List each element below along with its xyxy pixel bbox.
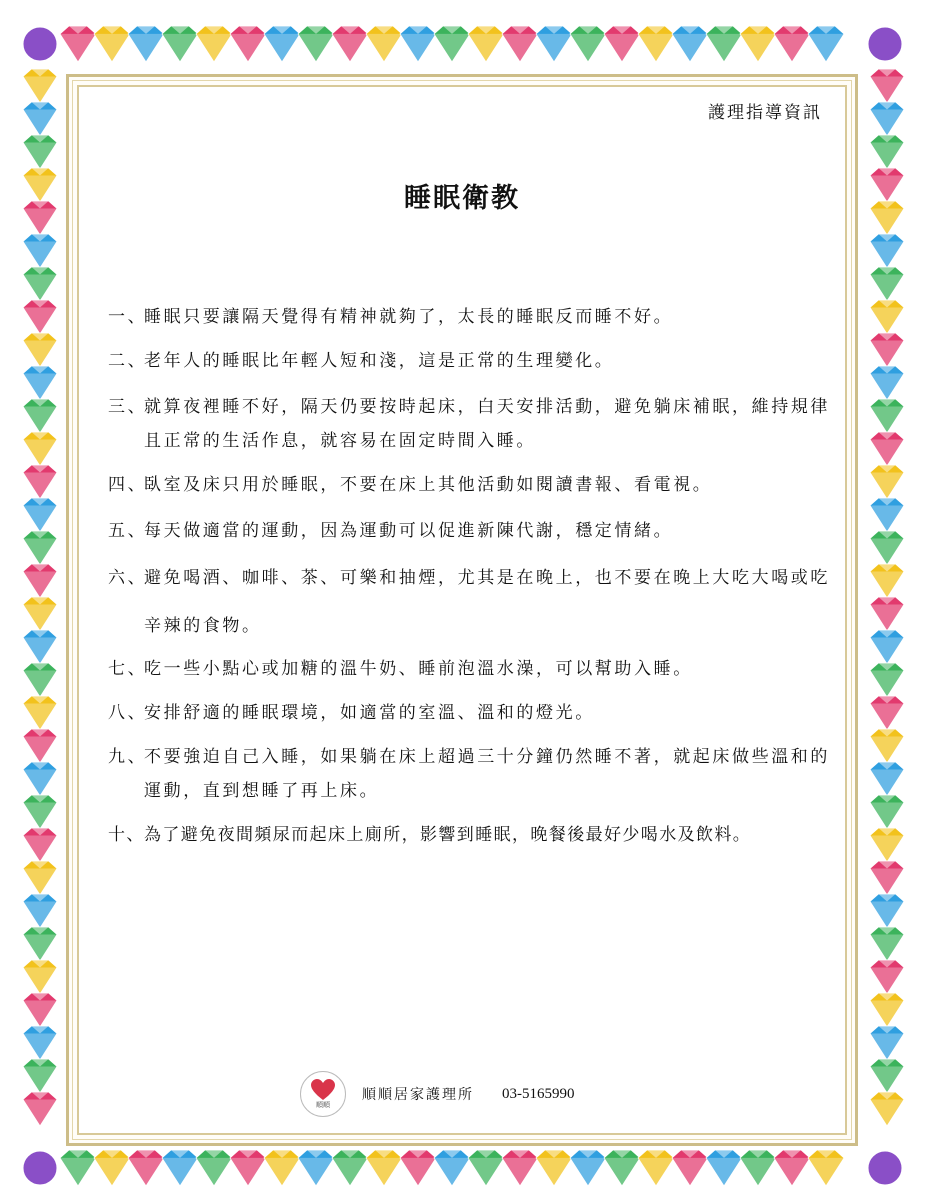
gem-top: [162, 26, 198, 62]
gem-top: [808, 26, 844, 62]
clinic-name: 順順居家護理所: [362, 1087, 474, 1103]
gem-right: [870, 762, 904, 796]
gem-right: [870, 861, 904, 895]
gem-right: [870, 333, 904, 367]
gem-right: [870, 366, 904, 400]
gem-right: [870, 1092, 904, 1126]
gem-bottom: [808, 1150, 844, 1186]
gem-border-left-graphic: [18, 60, 62, 1150]
gem-right: [870, 69, 904, 103]
gem-bottom: [230, 1150, 266, 1186]
gem-left: [23, 729, 57, 763]
tip-number: 一、: [108, 307, 148, 327]
gem-right: [870, 135, 904, 169]
list-item: [108, 818, 832, 852]
gem-left: [23, 1026, 57, 1060]
page-title: 睡眠衛教: [404, 183, 520, 214]
gem-right: [870, 1059, 904, 1093]
gem-top: [230, 26, 266, 62]
gem-bottom: [298, 1150, 334, 1186]
gem-right: [870, 564, 904, 598]
gem-right: [870, 465, 904, 499]
tip-number: 九、: [108, 747, 148, 767]
tip-text: 每天做適當的運動，因為運動可以促進新陳代謝，穩定情緒。: [144, 521, 674, 541]
gem-left: [23, 828, 57, 862]
gem-top: [536, 26, 572, 62]
gem-bottom: [740, 1150, 776, 1186]
corner-gem: [868, 1151, 902, 1185]
gem-right: [870, 168, 904, 202]
gem-bottom: [196, 1150, 232, 1186]
list-item: [108, 390, 832, 458]
gem-left: [23, 432, 57, 466]
tip-text: 不要強迫自己入睡，如果躺在床上超過三十分鐘仍然睡不著，就起床做些溫和的運動，直到想睡了再上床。: [144, 747, 830, 801]
heart-icon: [311, 1079, 335, 1101]
list-item: [108, 696, 832, 730]
gem-left: [23, 201, 57, 235]
gem-left: [23, 300, 57, 334]
tip-text: 老年人的睡眠比年輕人短和淺，這是正常的生理變化。: [144, 351, 615, 371]
tip-text: 就算夜裡睡不好，隔天仍要按時起床，白天安排活動，避免躺床補眠，維持規律且正常的生活作息，就容易在固定時間入睡。: [144, 397, 830, 451]
gem-left: [23, 102, 57, 136]
gem-left: [23, 234, 57, 268]
gem-right: [870, 894, 904, 928]
gem-bottom: [332, 1150, 368, 1186]
tip-number: 八、: [108, 703, 148, 723]
gem-top: [468, 26, 504, 62]
gem-bottom: [536, 1150, 572, 1186]
gem-bottom: [264, 1150, 300, 1186]
tips-list: [108, 300, 832, 852]
gem-right: [870, 828, 904, 862]
corner-gem: [23, 27, 57, 61]
gem-right: [870, 630, 904, 664]
tip-text: 臥室及床只用於睡眠，不要在床上其他活動如閱讀書報、看電視。: [144, 475, 713, 495]
gem-right: [870, 300, 904, 334]
gem-border-top: [0, 20, 927, 72]
gem-left: [23, 168, 57, 202]
gem-left: [23, 597, 57, 631]
gem-right: [870, 201, 904, 235]
gem-left: [23, 399, 57, 433]
gem-left: [23, 135, 57, 169]
gem-left: [23, 69, 57, 103]
gem-left: [23, 1092, 57, 1126]
gem-top: [94, 26, 130, 62]
gem-bottom: [706, 1150, 742, 1186]
tip-number: 五、: [108, 521, 148, 541]
list-item: [108, 554, 832, 650]
gem-right: [870, 432, 904, 466]
tip-number: 六、: [108, 568, 148, 588]
gem-left: [23, 663, 57, 697]
gem-left: [23, 960, 57, 994]
tip-number: 二、: [108, 351, 148, 371]
list-item: [108, 514, 832, 548]
gem-top: [604, 26, 640, 62]
gem-left: [23, 927, 57, 961]
gem-top: [502, 26, 538, 62]
gem-top: [774, 26, 810, 62]
category-label: 護理指導資訊: [708, 103, 822, 123]
gem-bottom: [604, 1150, 640, 1186]
tip-text: 吃一些小點心或加糖的溫牛奶、睡前泡溫水澡，可以幫助入睡。: [144, 659, 693, 679]
gem-left: [23, 531, 57, 565]
gem-right: [870, 993, 904, 1027]
clinic-phone: 03-5165990: [502, 1085, 575, 1102]
gem-left: [23, 993, 57, 1027]
gem-left: [23, 795, 57, 829]
gem-bottom: [570, 1150, 606, 1186]
gem-right: [870, 102, 904, 136]
gem-bottom: [94, 1150, 130, 1186]
gem-left: [23, 630, 57, 664]
gem-left: [23, 762, 57, 796]
gem-right: [870, 498, 904, 532]
gem-right: [870, 795, 904, 829]
gem-left: [23, 1059, 57, 1093]
gem-top: [60, 26, 96, 62]
gem-top: [128, 26, 164, 62]
gem-bottom: [502, 1150, 538, 1186]
gem-left: [23, 465, 57, 499]
tip-number: 七、: [108, 659, 148, 679]
list-item: [108, 344, 832, 378]
tip-text: 為了避免夜間頻尿而起床上廁所，影響到睡眠，晚餐後最好少喝水及飲料。: [144, 825, 752, 845]
gem-bottom: [60, 1150, 96, 1186]
tip-number: 十、: [108, 825, 145, 845]
gem-top: [740, 26, 776, 62]
corner-gem: [23, 1151, 57, 1185]
gem-left: [23, 366, 57, 400]
gem-left: [23, 696, 57, 730]
gem-bottom: [128, 1150, 164, 1186]
gem-right: [870, 234, 904, 268]
tip-text: 避免喝酒、咖啡、茶、可樂和抽煙，尤其是在晚上，也不要在晚上大吃大喝或吃辛辣的食物。: [144, 568, 830, 636]
gem-top: [400, 26, 436, 62]
gem-top: [434, 26, 470, 62]
list-item: [108, 652, 832, 686]
gem-left: [23, 267, 57, 301]
gem-top: [672, 26, 708, 62]
gem-bottom: [468, 1150, 504, 1186]
gem-left: [23, 498, 57, 532]
gem-border-left: [18, 60, 62, 1150]
gem-top: [196, 26, 232, 62]
gem-border-right: [865, 60, 909, 1150]
gem-left: [23, 333, 57, 367]
gem-bottom: [672, 1150, 708, 1186]
gem-left: [23, 564, 57, 598]
gem-top: [706, 26, 742, 62]
gem-right: [870, 663, 904, 697]
gem-bottom: [434, 1150, 470, 1186]
gem-right: [870, 927, 904, 961]
gem-bottom: [366, 1150, 402, 1186]
list-item: [108, 740, 832, 808]
gem-top: [638, 26, 674, 62]
gem-border-top-graphic: [0, 20, 927, 72]
gem-right: [870, 597, 904, 631]
tip-number: 三、: [108, 397, 148, 417]
logo-text: 順順: [316, 1101, 330, 1109]
gem-top: [264, 26, 300, 62]
gem-left: [23, 894, 57, 928]
gem-bottom: [400, 1150, 436, 1186]
gem-top: [570, 26, 606, 62]
tip-number: 四、: [108, 475, 148, 495]
gem-right: [870, 399, 904, 433]
gem-right: [870, 1026, 904, 1060]
gem-top: [298, 26, 334, 62]
gem-border-bottom-graphic: [0, 1144, 927, 1194]
gem-right: [870, 696, 904, 730]
corner-gem: [868, 27, 902, 61]
tip-text: 安排舒適的睡眠環境，如適當的室溫、溫和的燈光。: [144, 703, 595, 723]
gem-bottom: [774, 1150, 810, 1186]
gem-border-bottom: [0, 1144, 927, 1194]
list-item: [108, 468, 832, 502]
list-item: [108, 300, 832, 334]
gem-top: [366, 26, 402, 62]
gem-left: [23, 861, 57, 895]
gem-right: [870, 531, 904, 565]
gem-top: [332, 26, 368, 62]
gem-border-right-graphic: [865, 60, 909, 1150]
footer: [300, 1068, 575, 1120]
clinic-logo: [300, 1071, 346, 1117]
tip-text: 睡眠只要讓隔天覺得有精神就夠了，太長的睡眠反而睡不好。: [144, 307, 674, 327]
gem-right: [870, 267, 904, 301]
gem-right: [870, 729, 904, 763]
gem-right: [870, 960, 904, 994]
gem-bottom: [638, 1150, 674, 1186]
gem-bottom: [162, 1150, 198, 1186]
